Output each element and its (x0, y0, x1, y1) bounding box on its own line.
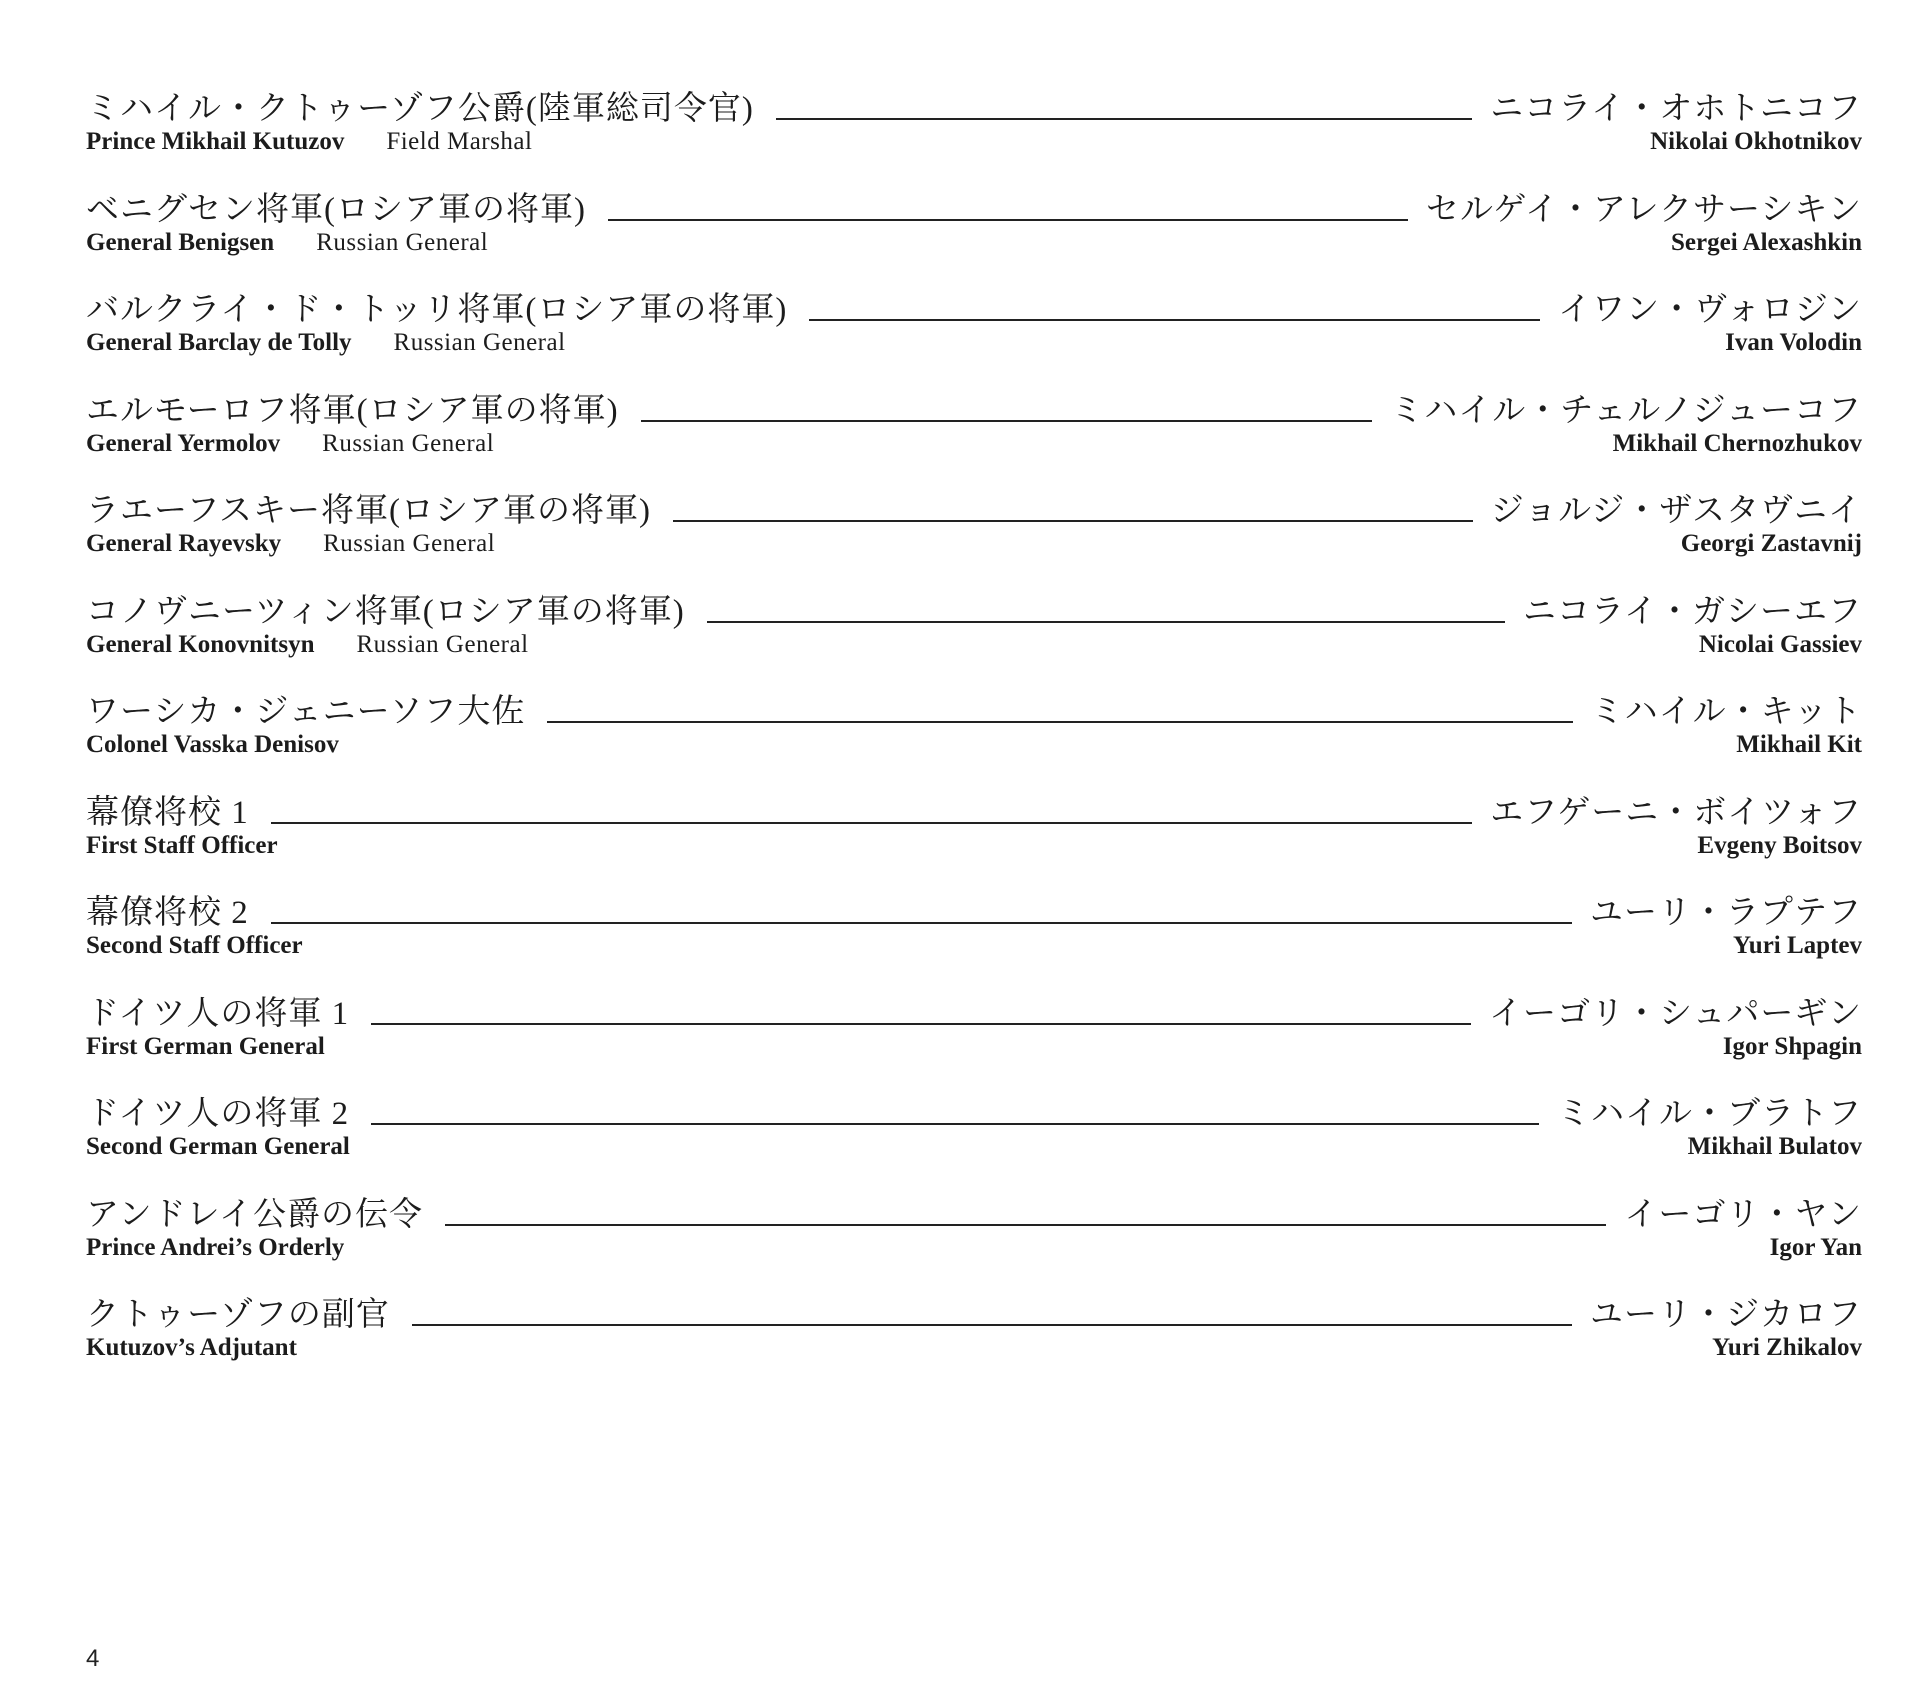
role-japanese: バルクライ・ド・トッリ将軍(ロシア軍の将軍) (86, 292, 788, 328)
actor-english: Evgeny Boitsov (1697, 831, 1862, 859)
cast-entry (86, 786, 1862, 887)
role-english: Prince Mikhail Kutuzov (86, 128, 345, 155)
role-english: First German General (86, 1032, 325, 1060)
role-description: Russian General (323, 530, 496, 557)
cast-entry (86, 384, 1862, 485)
role-japanese: ワーシカ・ジェニーソフ大佐 (86, 694, 526, 730)
actor-japanese: イーゴリ・シュパーギン (1488, 995, 1862, 1032)
cast-entry (86, 1288, 1862, 1389)
cast-entry (86, 1188, 1862, 1289)
leader-line (809, 319, 1540, 321)
cast-entry (86, 1087, 1862, 1188)
role-japanese: 幕僚将校 1 (86, 794, 249, 831)
cast-list (86, 82, 1862, 1389)
role-english: First Staff Officer (86, 831, 278, 859)
leader-line (371, 1023, 1471, 1025)
leader-line (271, 922, 1572, 924)
role-english: General Barclay de Tolly (86, 329, 352, 356)
leader-line (707, 621, 1505, 623)
actor-japanese: セルゲイ・アレクサーシキン (1425, 191, 1862, 228)
actor-japanese: ミハイル・キット (1590, 694, 1862, 730)
leader-line (641, 420, 1373, 422)
leader-line (608, 219, 1408, 221)
actor-english: Igor Shpagin (1722, 1032, 1862, 1060)
role-japanese: ドイツ人の将軍 2 (86, 1096, 350, 1132)
actor-english: Mikhail Chernozhukov (1612, 429, 1862, 457)
role-japanese: クトゥーゾフの副官 (86, 1297, 390, 1333)
cast-entry (86, 886, 1862, 987)
actor-english: Ivan Volodin (1725, 329, 1862, 356)
actor-english: Yuri Zhikalov (1712, 1334, 1862, 1361)
actor-english: Mikhail Kit (1736, 731, 1862, 758)
actor-japanese: エフゲーニ・ボイツォフ (1490, 794, 1862, 831)
actor-english: Igor Yan (1769, 1233, 1862, 1261)
actor-english: Nicolai Gassiev (1698, 630, 1862, 658)
actor-japanese: ミハイル・ブラトフ (1556, 1096, 1862, 1132)
actor-japanese: イワン・ヴォロジン (1558, 292, 1862, 328)
role-english: General Yermolov (86, 429, 281, 457)
leader-line (271, 822, 1473, 824)
cast-entry (86, 685, 1862, 786)
cast-entry (86, 283, 1862, 384)
role-japanese: コノヴニーツィン将軍(ロシア軍の将軍) (86, 593, 685, 630)
role-description: Russian General (322, 429, 495, 457)
actor-english: Mikhail Bulatov (1687, 1133, 1862, 1160)
actor-english: Sergei Alexashkin (1671, 228, 1862, 256)
actor-japanese: ニコライ・オホトニコフ (1490, 91, 1862, 127)
actor-japanese: ニコライ・ガシーエフ (1522, 593, 1862, 630)
role-english: Colonel Vasska Denisov (86, 731, 339, 758)
role-english: General Konovnitsyn (86, 630, 315, 658)
leader-line (776, 118, 1472, 120)
leader-line (547, 721, 1572, 723)
role-japanese: エルモーロフ将軍(ロシア軍の将軍) (86, 392, 619, 429)
role-japanese: ラエーフスキー将軍(ロシア軍の将軍) (86, 493, 652, 529)
actor-japanese: イーゴリ・ヤン (1624, 1196, 1862, 1233)
role-japanese: アンドレイ公爵の伝令 (86, 1196, 424, 1233)
actor-english: Yuri Laptev (1733, 932, 1862, 959)
actor-english: Georgi Zastavnij (1680, 530, 1862, 557)
role-english: Prince Andrei’s Orderly (86, 1233, 345, 1261)
role-english: General Benigsen (86, 228, 275, 256)
actor-japanese: ミハイル・チェルノジューコフ (1390, 392, 1862, 429)
role-description: Russian General (393, 329, 566, 356)
role-english: Second German General (86, 1133, 350, 1160)
actor-english: Nikolai Okhotnikov (1650, 128, 1862, 155)
leader-line (445, 1224, 1606, 1226)
actor-japanese: ユーリ・ラプテフ (1590, 895, 1862, 931)
role-japanese: ベニグセン将軍(ロシア軍の将軍) (86, 191, 586, 228)
role-japanese: ミハイル・クトゥーゾフ公爵(陸軍総司令官) (86, 91, 754, 127)
cast-entry (86, 484, 1862, 585)
leader-line (673, 520, 1473, 522)
cast-entry (86, 183, 1862, 284)
leader-line (412, 1324, 1572, 1326)
cast-entry (86, 585, 1862, 686)
cast-entry (86, 82, 1862, 183)
page-number: 4 (86, 1645, 100, 1672)
cast-entry (86, 987, 1862, 1088)
actor-japanese: ユーリ・ジカロフ (1590, 1297, 1862, 1333)
role-description: Russian General (356, 630, 529, 658)
role-japanese: ドイツ人の将軍 1 (86, 995, 350, 1032)
leader-line (371, 1123, 1539, 1125)
role-english: Second Staff Officer (86, 932, 303, 959)
role-english: Kutuzov’s Adjutant (86, 1334, 297, 1361)
role-english: General Rayevsky (86, 530, 282, 557)
role-description: Field Marshal (386, 128, 533, 155)
actor-japanese: ジョルジ・ザスタヴニイ (1490, 493, 1862, 529)
role-japanese: 幕僚将校 2 (86, 895, 249, 931)
role-description: Russian General (316, 228, 489, 256)
